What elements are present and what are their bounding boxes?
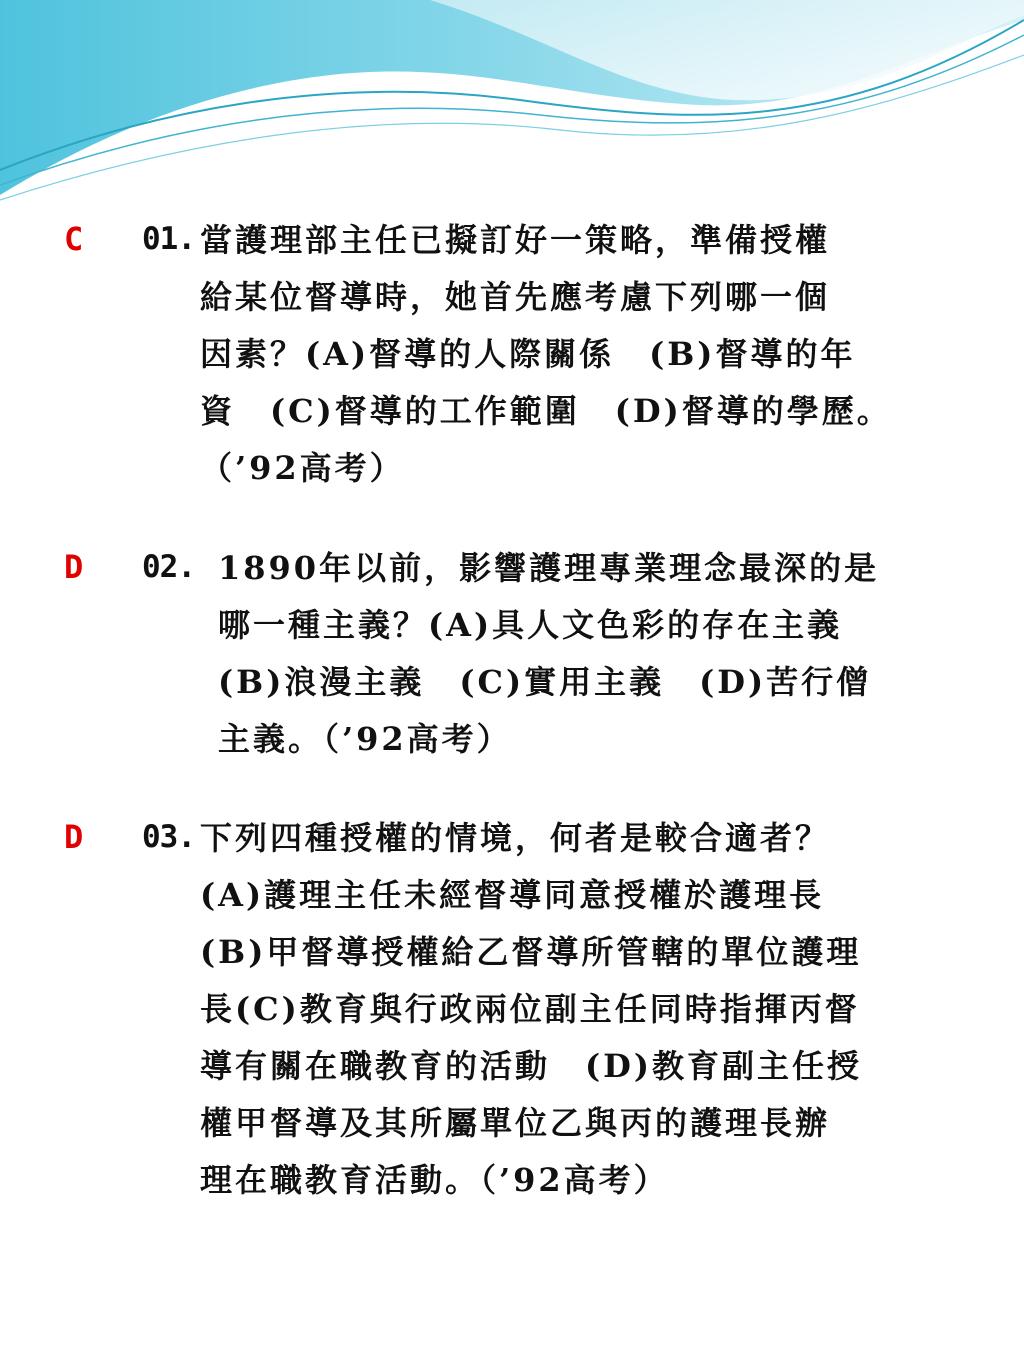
answer-key: C <box>64 220 84 258</box>
question-line: 權甲督導及其所屬單位乙與丙的護理長辦 <box>200 1104 831 1142</box>
question-text <box>218 540 902 768</box>
question-line: 給某位督導時，她首先應考慮下列哪一個 <box>200 278 831 316</box>
question-line: 導有關在職教育的活動 (D)教育副主任授 <box>200 1047 863 1085</box>
question-line: (A)護理主任未經督導同意授權於護理長 <box>200 876 825 914</box>
question-line: 資 (C)督導的工作範圍 (D)督導的學歷。 <box>200 392 892 430</box>
question-line: 哪一種主義？(A)具人文色彩的存在主義 <box>218 606 843 644</box>
question-number: 03. <box>142 819 195 855</box>
question-line: 理在職教育活動。（’92高考） <box>200 1161 669 1199</box>
question-line: 長(C)教育與行政兩位副主任同時指揮丙督 <box>200 990 860 1028</box>
question-line: 因素？(A)督導的人際關係 (B)督導的年 <box>200 335 856 373</box>
question-text <box>200 212 900 497</box>
question-line: 當護理部主任已擬訂好一策略，準備授權 <box>200 221 831 259</box>
question-line: （’92高考） <box>200 449 405 487</box>
question-line: 主義。（’92高考） <box>218 720 512 758</box>
question-line: 1890年以前，影響護理專業理念最深的是 <box>218 549 880 587</box>
answer-key: D <box>64 818 84 856</box>
question-line: (B)浪漫主義 (C)實用主義 (D)苦行僧 <box>218 663 872 701</box>
answer-key: D <box>64 548 84 586</box>
question-line: (B)甲督導授權給乙督導所管轄的單位護理 <box>200 933 862 971</box>
question-text <box>200 810 906 1209</box>
question-number: 01. <box>142 221 195 257</box>
question-number: 02. <box>142 549 195 585</box>
question-line: 下列四種授權的情境，何者是較合適者？ <box>200 819 831 857</box>
